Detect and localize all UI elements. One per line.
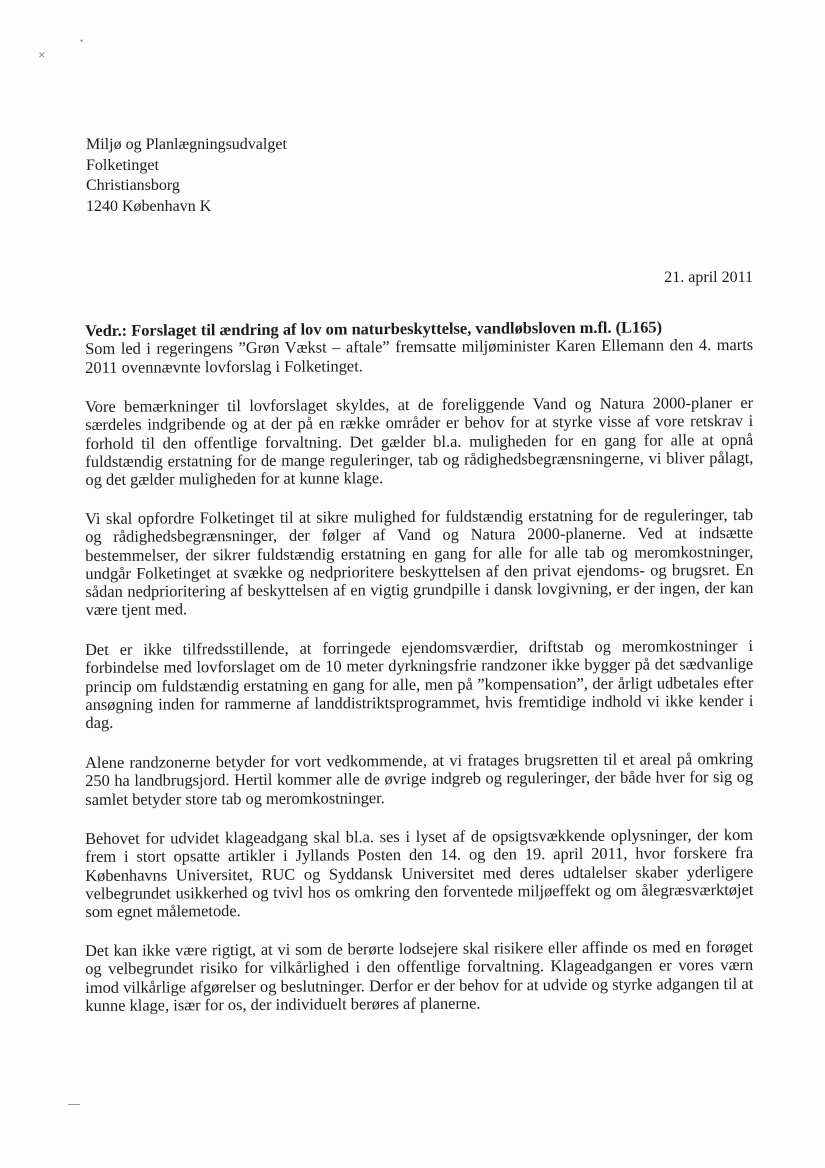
- recipient-address: [86, 135, 287, 217]
- paragraph-1: Vore bemærkninger til lovforslaget skyldes, at de foreliggende Vand og Natura 2000-planer er særdeles indgribende og at der på en række områder er behov for at styrke visse af vore retskrav i forhold til den offentlige forvaltning. Det gælder bl.a. muligheden for en gang for alle at opnå fuldstændig erstatning for de mange reguleringer, tab og rådighedsbegrænsningerne, vi bliver pålagt, og det gælder muligheden for at kunne klage.: [84, 392, 754, 490]
- paragraph-2: Vi skal opfordre Folketinget til at sikre mulighed for fuldstændig erstatning for de reguleringer, tab og rådighedsbegrænsninger, der følger af Vand og Natura 2000-planerne. Ved at indsætte bestemmelser, der sikrer fuldstændig erstatning en gang for alle for alle tab og meromkostninger, undgår Folketinget at svække og nedprioritere beskyttelsen af den privat ejendoms- og brugsret. En sådan nedprioritering af beskyttelsen af en vigtig grundpille i dansk lovgivning, er der ingen, der kan være tjent med.: [84, 505, 754, 620]
- subject-block: [85, 318, 753, 377]
- letter-date: 21. april 2011: [664, 269, 753, 286]
- recipient-line-2: Folketinget: [86, 156, 159, 174]
- margin-mark: [68, 1104, 80, 1105]
- subject-line: Vedr.: Forslaget til ændring af lov om naturbeskyttelse, vandløbsloven m.fl. (L165): [84, 317, 663, 340]
- scan-speck-icon: ✕: [38, 50, 46, 60]
- recipient-line-3: Christiansborg: [86, 177, 180, 194]
- scan-dot-icon: •: [80, 36, 84, 46]
- paragraph-5: Behovet for udvidet klageadgang skal bl.a. ses i lyset af de opsigtsvækkende oplysninger, der kom frem i stort opsatte artikler i Jyllands Posten den 14. og den 19. april 2011, hvor forskere fra Københavns Universitet, RUC og Syddansk Universitet med deres udtalelser skaber yderligere velbegrundet usikkerhed og tvivl hos os omkring den forventede miljøeffekt og om ålegræsværktøjet som egnet målemetode.: [84, 824, 754, 921]
- paragraph-3: Det er ikke tilfredsstillende, at forringede ejendomsværdier, driftstab og meromkostninger i forbindelse med lovforslaget om de 10 meter dyrkningsfrie randzoner ikke bygger på det sædvanlige princip om fuldstændig erstatning en gang for alle, men på ”kompensation”, der årligt udbetales efter ansøgning inden for rammerne af landdistriktsprogrammet, hvis fremtidige indhold vi ikke kender i dag.: [84, 636, 754, 733]
- recipient-line-1: Miljø og Planlægningsudvalget: [86, 136, 287, 153]
- recipient-line-4: 1240 København K: [86, 197, 212, 215]
- intro-text: Som led i regeringens ”Grøn Vækst – aftale” fremsatte miljøminister Karen Ellemann den 4. marts 2011 ovennævnte lovforslag i Folketinget.: [85, 335, 754, 377]
- paragraph-4: Alene randzonerne betyder for vort vedkommende, at vi fratages brugsretten til et areal på omkring 250 ha landbrugsjord. Hertil kommer alle de øvrige indgreb og reguleringer, der både hver for sig og samlet betyder store tab og meromkostninger.: [84, 748, 754, 809]
- letter-body: [84, 317, 754, 1036]
- paragraph-6: Det kan ikke være rigtigt, at vi som de berørte lodsejere skal risikere eller affinde os med en forøget og velbegrundet risiko for vilkårlighed i den offentlige forvaltning. Klageadgangen er vores værn imod vilkårlige afgørelser og beslutninger. Derfor er der behov for at udvide og styrke adgangen til at kunne klage, især for os, der individuelt berøres af planerne.: [84, 936, 754, 1015]
